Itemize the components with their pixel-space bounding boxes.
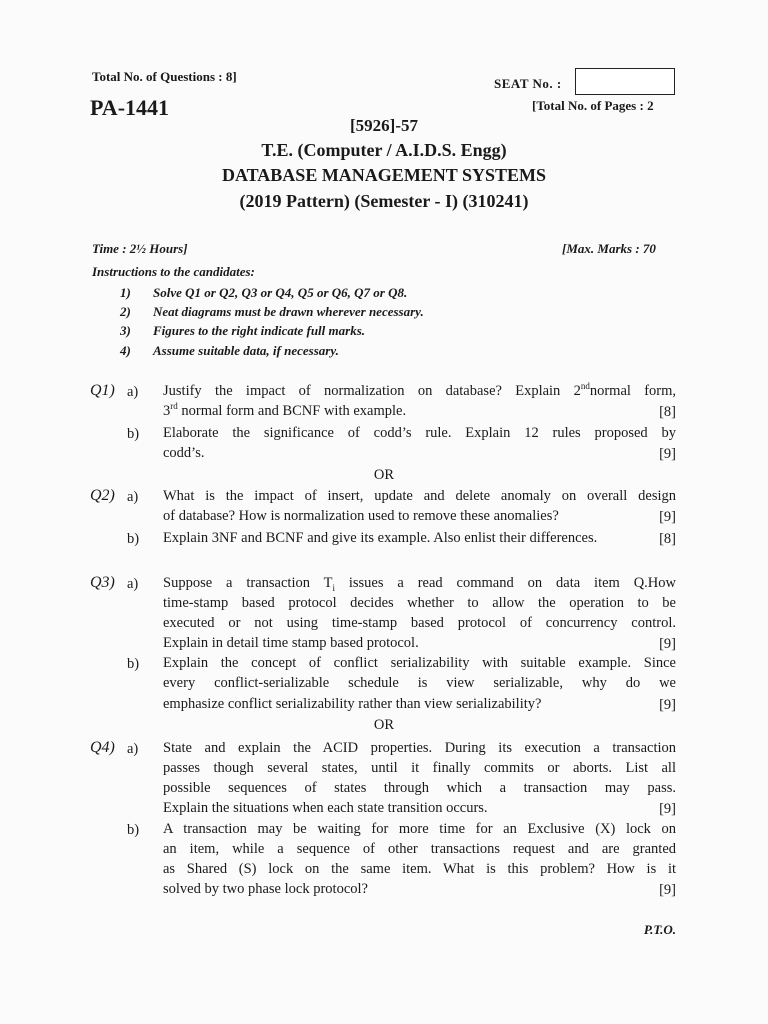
sub-question-letter: a): [127, 384, 139, 400]
question-text-line: as Shared (S) lock on the same item. What is this problem? How is it: [163, 861, 676, 877]
paper-code: PA-1441: [90, 95, 170, 120]
instructions-title: Instructions to the candidates:: [92, 264, 255, 279]
question-text-line: codd’s.: [163, 445, 205, 461]
question-text-line: Suppose a transaction $T_i$ issues a read command on data item Q.How: [163, 575, 676, 593]
question-text-line: passes though several states, until it finally commits or aborts. List all: [163, 760, 676, 776]
instruction-number: 1): [120, 285, 131, 300]
question-text-line: emphasize conflict serializability rather than view serializability?: [163, 696, 542, 712]
marks-label: [8]: [659, 404, 676, 420]
instruction-text: Neat diagrams must be drawn wherever necessary.: [153, 304, 424, 319]
marks-label: [9]: [659, 882, 676, 898]
instruction-text: Solve Q1 or Q2, Q3 or Q4, Q5 or Q6, Q7 or Q8.: [153, 285, 408, 300]
question-text-line: Explain the situations when each state transition occurs.: [163, 800, 488, 816]
question-text-line: possible sequences of states through which a transaction may pass.: [163, 780, 676, 796]
max-marks: [Max. Marks : 70: [562, 241, 656, 256]
sub-question-letter: b): [127, 656, 140, 672]
instruction-text: Assume suitable data, if necessary.: [153, 343, 339, 358]
question-number-q1: Q1): [90, 382, 115, 399]
marks-label: [9]: [659, 801, 676, 817]
pattern-title: (2019 Pattern) (Semester - I) (310241): [239, 191, 529, 211]
sub-question-letter: a): [127, 576, 139, 592]
instruction-number: 2): [120, 304, 131, 319]
instruction-text: Figures to the right indicate full marks.: [153, 323, 366, 338]
question-text-line: State and explain the ACID properties. During its execution a transaction: [163, 740, 676, 756]
question-text-line: Explain in detail time stamp based protocol.: [163, 635, 419, 651]
exam-code: [5926]-57: [350, 116, 418, 135]
instruction-number: 3): [120, 323, 131, 338]
sub-question-letter: b): [127, 822, 140, 838]
marks-label: [9]: [659, 509, 676, 525]
question-text-line: time-stamp based protocol decides whether to allow the operation to be: [163, 595, 676, 611]
marks-label: [9]: [659, 446, 676, 462]
question-text-line: an item, while a sequence of other transactions request and are granted: [163, 841, 676, 857]
question-text-line: Explain the concept of conflict serializability with suitable example. Since: [163, 655, 676, 671]
subject-title: DATABASE MANAGEMENT SYSTEMS: [221, 165, 547, 185]
question-text-line: Explain 3NF and BCNF and give its example. Also enlist their differences.: [163, 530, 598, 546]
marks-label: [8]: [659, 531, 676, 547]
seat-number-box[interactable]: [575, 68, 675, 95]
sub-question-letter: a): [127, 741, 139, 757]
question-text-line: A transaction may be waiting for more time for an Exclusive (X) lock on: [163, 821, 676, 837]
question-text-line: Elaborate the significance of codd’s rule. Explain 12 rules proposed by: [163, 425, 676, 441]
marks-label: [9]: [659, 636, 676, 652]
sub-question-letter: b): [127, 426, 140, 442]
total-questions: Total No. of Questions : 8]: [92, 69, 237, 84]
question-text-line: 3rd normal form and BCNF with example.: [163, 401, 407, 419]
sub-question-letter: a): [127, 489, 139, 505]
question-text-line: solved by two phase lock protocol?: [163, 881, 368, 897]
please-turn-over: P.T.O.: [643, 922, 676, 937]
instruction-number: 4): [120, 343, 131, 358]
question-text-line: executed or not using time-stamp based protocol of concurrency control.: [163, 615, 676, 631]
question-text-line: Justify the impact of normalization on database? Explain 2ndnormal form,: [163, 381, 676, 399]
question-text-line: of database? How is normalization used to remove these anomalies?: [163, 508, 559, 524]
course-title: T.E. (Computer / A.I.D.S. Engg): [261, 140, 507, 160]
question-text-line: every conflict-serializable schedule is view serializable, why do we: [163, 675, 676, 691]
total-pages: [Total No. of Pages : 2: [532, 98, 654, 113]
sub-question-letter: b): [127, 531, 140, 547]
time-allowed: Time : 2½ Hours]: [92, 241, 188, 256]
or-separator: OR: [373, 467, 395, 483]
or-separator: OR: [373, 717, 395, 733]
question-text-line: What is the impact of insert, update and delete anomaly on overall design: [163, 488, 676, 504]
question-number-q4: Q4): [90, 739, 115, 756]
question-number-q2: Q2): [90, 487, 115, 504]
question-number-q3: Q3): [90, 574, 115, 591]
marks-label: [9]: [659, 697, 676, 713]
seat-number-label: SEAT No. :: [494, 76, 562, 91]
